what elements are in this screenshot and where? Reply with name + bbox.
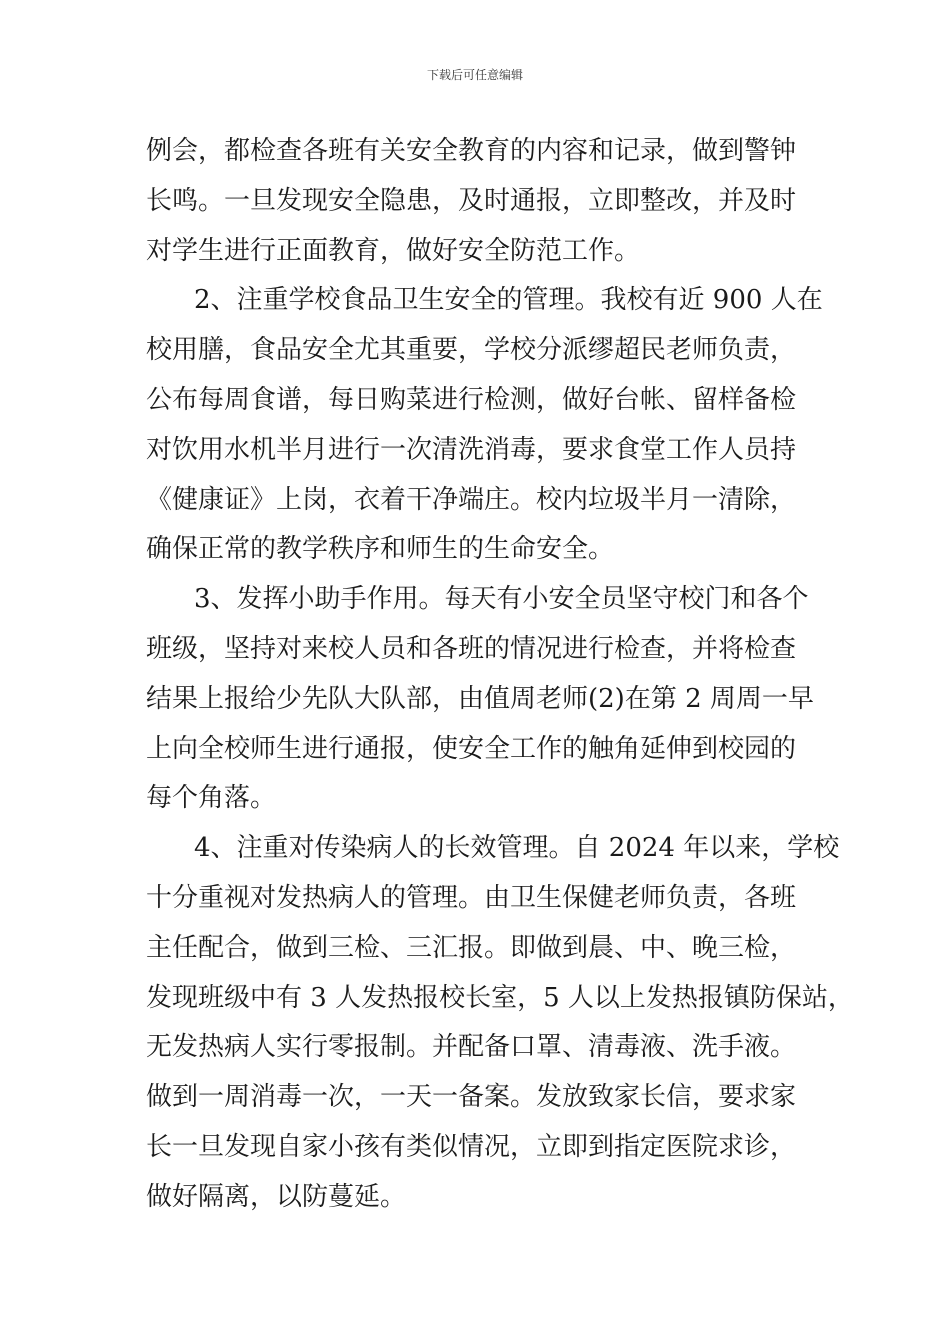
document-body: [146, 127, 854, 1223]
text-line: 十分重视对发热病人的管理。由卫生保健老师负责，各班: [146, 882, 797, 913]
text-line: 长一旦发现自家小孩有类似情况，立即到指定医院求诊，: [146, 1131, 797, 1162]
text-line: 上向全校师生进行通报，使安全工作的触角延伸到校园的: [146, 733, 797, 764]
paragraph-start-line: 2、注重学校食品卫生安全的管理。我校有近 900 人在: [194, 285, 823, 316]
text-line: 例会，都检查各班有关安全教育的内容和记录，做到警钟: [146, 136, 797, 166]
text-line: 无发热病人实行零报制。并配备口罩、清毒液、洗手液。: [146, 1032, 797, 1063]
text-line: 班级，坚持对来校人员和各班的情况进行检查，并将检查: [146, 633, 797, 664]
text-line: 主任配合，做到三检、三汇报。即做到晨、中、晚三检，: [146, 932, 797, 963]
text-line: 对饮用水机半月进行一次清洗消毒，要求食堂工作人员持: [146, 434, 797, 465]
page-header: 下载后可任意编辑: [426, 68, 523, 82]
paragraph-start-line: 4、注重对传染病人的长效管理。自 2024 年以来，学校: [194, 833, 840, 864]
text-line: 对学生进行正面教育，做好安全防范工作。: [146, 235, 641, 266]
paragraph-start-line: 3、发挥小助手作用。每天有小安全员坚守校门和各个: [194, 584, 809, 615]
text-line: 做好隔离，以防蔓延。: [146, 1181, 407, 1212]
text-line: 长鸣。一旦发现安全隐患，及时通报，立即整改，并及时: [146, 185, 797, 216]
text-line: 确保正常的教学秩序和师生的生命安全。: [146, 534, 615, 565]
text-line: 每个角落。: [146, 783, 277, 814]
text-line: 结果上报给少先队大队部，由值周老师(2)在第 2 周周一早: [146, 683, 814, 714]
text-line: 校用膳，食品安全尤其重要，学校分派缪超民老师负责，: [146, 335, 797, 366]
text-line: 公布每周食谱，每日购菜进行检测，做好台帐、留样备检: [146, 384, 797, 415]
text-line: 发现班级中有 3 人发热报校长室，5 人以上发热报镇防保站，: [146, 982, 854, 1013]
text-line: 做到一周消毒一次，一天一备案。发放致家长信，要求家: [146, 1082, 797, 1113]
text-line: 《健康证》上岗，衣着干净端庄。校内垃圾半月一清除，: [146, 484, 797, 515]
